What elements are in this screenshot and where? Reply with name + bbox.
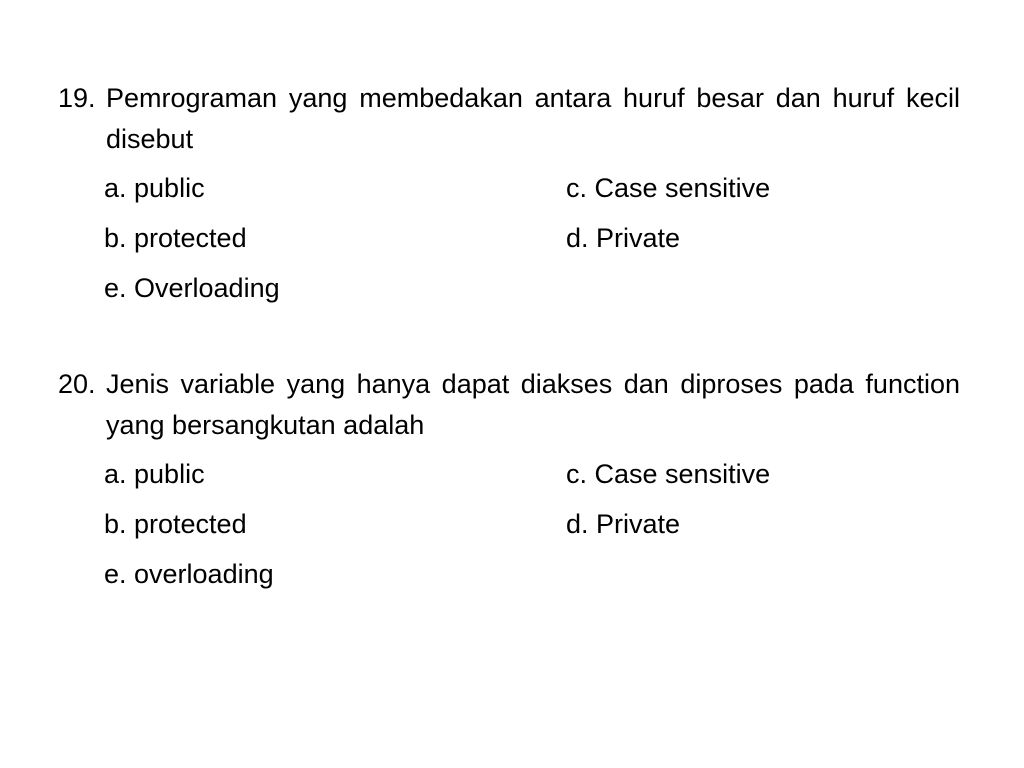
question-number: 19. [58, 83, 96, 113]
option-e: e. Overloading [104, 273, 280, 303]
question-text: Pemrograman yang membedakan antara huruf besar dan huruf kecil disebut [106, 83, 960, 154]
option-b: b. protected [104, 223, 247, 253]
option-row [58, 213, 960, 263]
option-c: c. Case sensitive [566, 173, 771, 203]
answer-options [58, 163, 960, 313]
option-row [58, 263, 960, 313]
option-c: c. Case sensitive [566, 459, 771, 489]
option-d: d. Private [566, 223, 681, 253]
question-19 [58, 78, 960, 313]
question-number: 20. [58, 369, 96, 399]
option-row [58, 499, 960, 549]
answer-options [58, 449, 960, 599]
option-row [58, 549, 960, 599]
option-a: a. public [104, 173, 205, 203]
option-b: b. protected [104, 509, 247, 539]
question-20 [58, 364, 960, 599]
question-stem [58, 78, 960, 160]
option-row [58, 449, 960, 499]
option-d: d. Private [566, 509, 681, 539]
question-stem [58, 364, 960, 446]
option-e: e. overloading [104, 559, 274, 589]
option-row [58, 163, 960, 213]
question-text: Jenis variable yang hanya dapat diakses dan diproses pada function yang bersangkutan adalah [106, 369, 960, 440]
option-a: a. public [104, 459, 205, 489]
